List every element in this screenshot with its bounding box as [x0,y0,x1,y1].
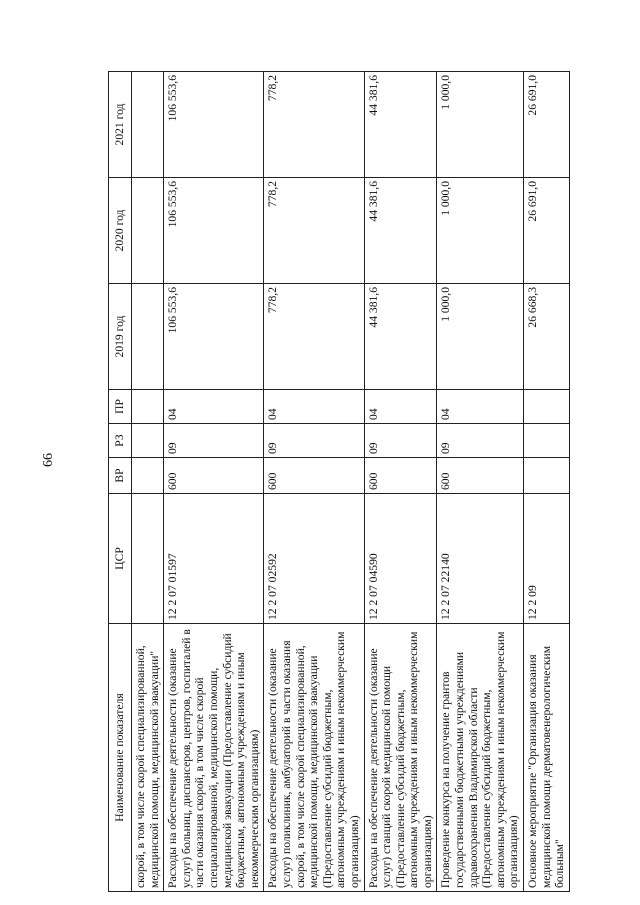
cell-2021: 106 553,6 [164,72,264,178]
cell-2019: 1 000,0 [437,284,524,390]
cell-2019: 778,2 [264,284,364,390]
cell-2019: 44 381,6 [364,284,437,390]
table-row [264,72,364,892]
cell-pr [132,390,164,424]
header-rz: РЗ [109,424,132,458]
cell-name: Расходы на обеспечение деятельности (оказание услуг) больниц, диспансеров, центров, госпиталей в части оказания скорой, в том числе скорой специализированной, медицинской помощи, медицинской эвакуации (Предоставление субсидий бюджетным, автономным учреждениям и иным некоммерческим организациям) [164,624,264,892]
cell-pr: 04 [164,390,264,424]
table-header-row [109,72,132,892]
cell-rz [524,424,570,458]
cell-2020: 1 000,0 [437,178,524,284]
cell-pr: 04 [264,390,364,424]
cell-2021: 44 381,6 [364,72,437,178]
cell-pr [524,390,570,424]
cell-csr [132,494,164,624]
cell-vr: 600 [164,458,264,494]
cell-2020: 778,2 [264,178,364,284]
cell-2020: 26 691,0 [524,178,570,284]
cell-rz: 09 [164,424,264,458]
cell-pr: 04 [437,390,524,424]
cell-2020: 106 553,6 [164,178,264,284]
cell-name: Расходы на обеспечение деятельности (оказание услуг) поликлиник, амбулаторий в части оказания скорой, в том числе скорой специализированной, медицинской помощи, медицинской эвакуации (Предоставление субсидий бюджетным, автономным учреждениям и иным некоммерческим организациям) [264,624,364,892]
header-vr: ВР [109,458,132,494]
cell-2020 [132,178,164,284]
cell-rz: 09 [364,424,437,458]
cell-csr: 12 2 07 22140 [437,494,524,624]
cell-csr: 12 2 07 01597 [164,494,264,624]
table-row [364,72,437,892]
budget-table [108,71,570,892]
cell-csr: 12 2 07 04590 [364,494,437,624]
cell-rz [132,424,164,458]
cell-2019 [132,284,164,390]
header-2019: 2019 год [109,284,132,390]
cell-2021: 778,2 [264,72,364,178]
cell-2019: 26 668,3 [524,284,570,390]
table-row [132,72,164,892]
cell-2021: 26 691,0 [524,72,570,178]
cell-vr [132,458,164,494]
cell-name: скорой, в том числе скорой специализированной, медицинской помощи, медицинской эвакуации" [132,624,164,892]
cell-name: Проведение конкурса на получение грантов государственными бюджетными учреждениями здравоохранения Владимирской области (Предоставление субсидий бюджетным, автономным учреждениям и иным некоммерческим организациям) [437,624,524,892]
cell-rz: 09 [264,424,364,458]
header-name: Наименование показателя [109,624,132,892]
cell-name: Основное мероприятие "Организация оказания медицинской помощи дерматовенерологическим больным" [524,624,570,892]
cell-rz: 09 [437,424,524,458]
cell-2019: 106 553,6 [164,284,264,390]
cell-csr: 12 2 07 02592 [264,494,364,624]
cell-2021: 1 000,0 [437,72,524,178]
cell-vr: 600 [264,458,364,494]
cell-csr: 12 2 09 [524,494,570,624]
header-2021: 2021 год [109,72,132,178]
cell-vr: 600 [364,458,437,494]
table-row [437,72,524,892]
cell-vr [524,458,570,494]
cell-name: Расходы на обеспечение деятельности (оказание услуг) станций скорой медицинской помощи (Предоставление субсидий бюджетным, автономным учреждениям и иным некоммерческим организациям) [364,624,437,892]
budget-table-rotated [108,72,598,892]
header-csr: ЦСР [109,494,132,624]
page-number: 66 [41,453,56,467]
header-2020: 2020 год [109,178,132,284]
cell-pr: 04 [364,390,437,424]
cell-2020: 44 381,6 [364,178,437,284]
header-pr: ПР [109,390,132,424]
table-row [524,72,570,892]
cell-2021 [132,72,164,178]
table-row [164,72,264,892]
cell-vr: 600 [437,458,524,494]
